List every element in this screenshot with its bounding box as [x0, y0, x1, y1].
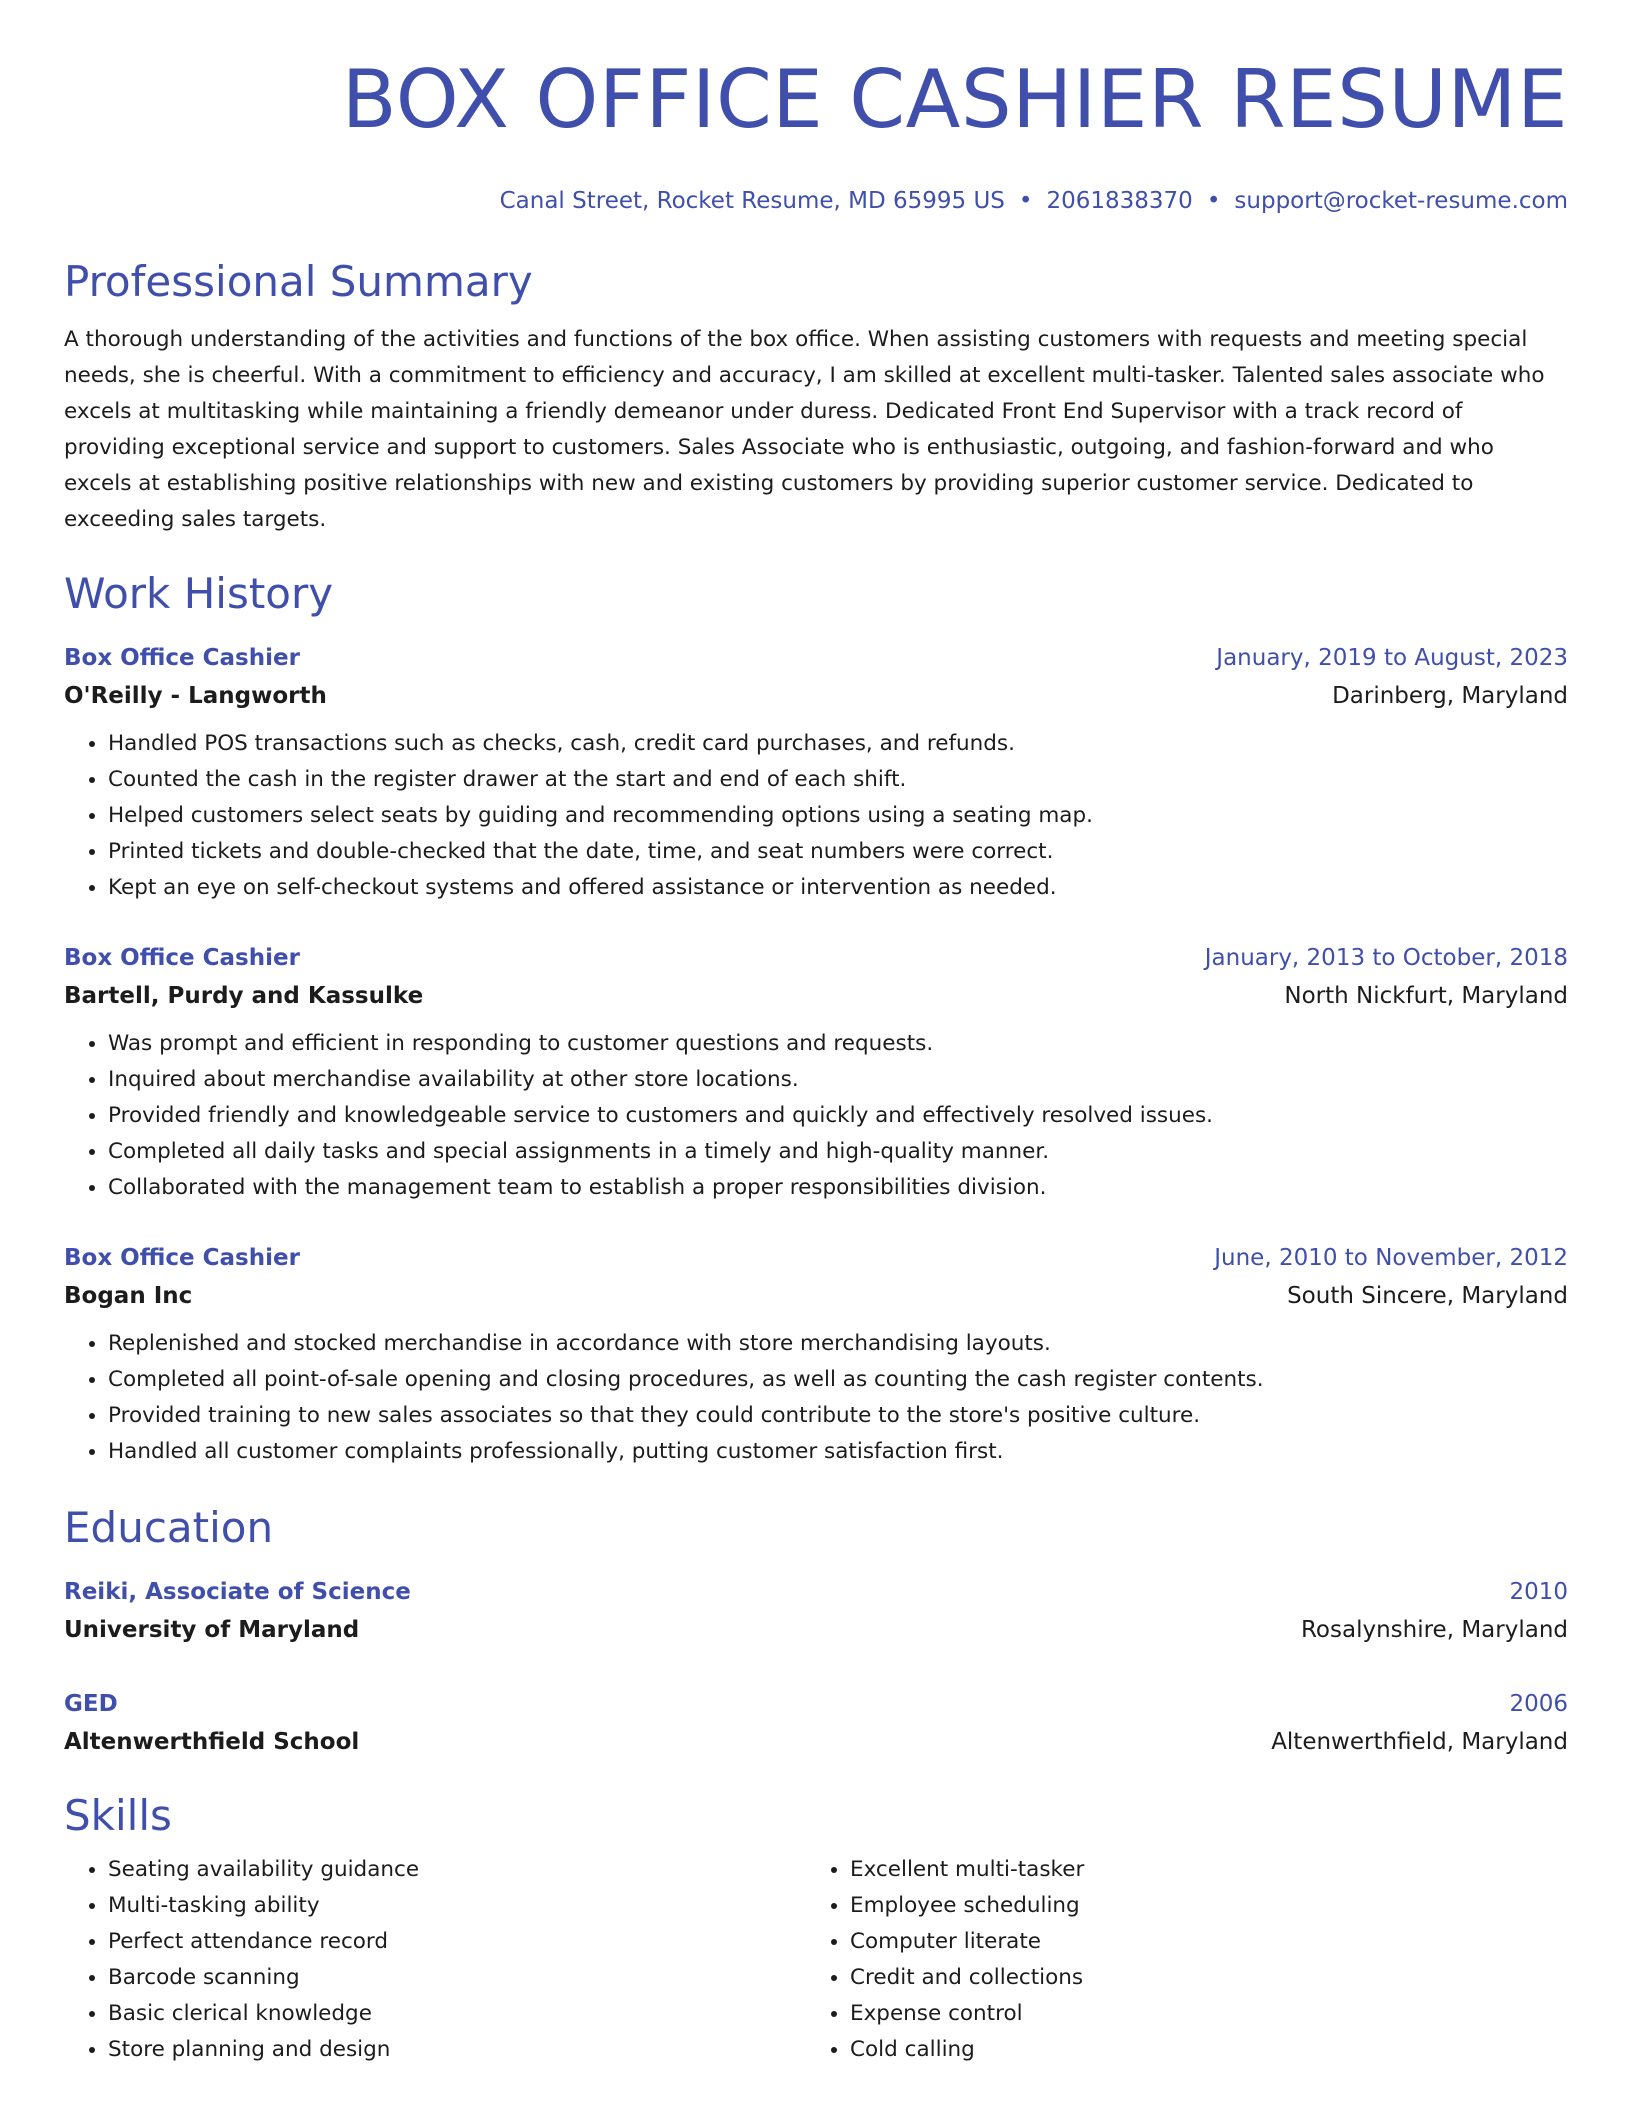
education-school: Altenwerthfield School — [64, 1729, 360, 1755]
job-bullets — [64, 1326, 1568, 1470]
section-title-work: Work History — [64, 569, 334, 618]
contact-phone: 2061838370 — [1046, 188, 1193, 214]
job-bullet: • Helped customers select seats by guiding and recommending options using a seating map. — [108, 798, 1568, 834]
job-date: January, 2019 to August, 2023 — [1216, 645, 1568, 671]
job-date: June, 2010 to November, 2012 — [1214, 1245, 1568, 1271]
skill-item: • Barcode scanning — [108, 1960, 806, 1996]
skill-item: • Basic clerical knowledge — [108, 1996, 806, 2032]
job-title: Box Office Cashier — [64, 645, 300, 671]
education-location: Rosalynshire, Maryland — [1300, 1617, 1568, 1643]
education-entry — [64, 1686, 1568, 1762]
job-company: Bogan Inc — [64, 1283, 193, 1309]
skill-item: • Employee scheduling — [850, 1888, 1548, 1924]
resume-title: BOX OFFICE CASHIER RESUME — [341, 53, 1568, 146]
skill-item: • Seating availability guidance — [108, 1852, 806, 1888]
contact-line — [64, 186, 1568, 216]
summary-text: A thorough understanding of the activities and functions of the box office. When assisting customers with requests and meeting special needs, she is cheerful. With a commitment to efficiency and accuracy, I am skilled at excellent multi-tasker. Talented sales associate who excels at multitasking while maintaining a friendly demeanor under duress. Dedicated Front End Supervisor with a track record of providing exceptional service and support to customers. Sales Associate who is enthusiastic, outgoing, and fashion-forward and who excels at establishing positive relationships with new and existing customers by providing superior customer service. Dedicated to exceeding sales targets. — [64, 327, 1545, 532]
education-location: Altenwerthfield, Maryland — [1271, 1729, 1568, 1755]
job-company: O'Reilly - Langworth — [64, 683, 327, 709]
job-bullets — [64, 726, 1568, 906]
skill-item: • Computer literate — [850, 1924, 1548, 1960]
contact-address: Canal Street, Rocket Resume, MD 65995 US — [499, 188, 1005, 214]
job-bullet: • Kept an eye on self-checkout systems and offered assistance or intervention as needed. — [108, 870, 1568, 906]
skills-list — [64, 1852, 1568, 2068]
skills-column-left — [64, 1852, 806, 2068]
skill-item: • Cold calling — [850, 2032, 1548, 2068]
contact-separator: • — [1018, 188, 1033, 214]
contact-separator: • — [1206, 188, 1221, 214]
job-title: Box Office Cashier — [64, 945, 300, 971]
section-title-summary: Professional Summary — [64, 257, 533, 306]
job-bullet: • Replenished and stocked merchandise in accordance with store merchandising layouts. — [108, 1326, 1568, 1362]
job-bullet: • Counted the cash in the register drawer at the start and end of each shift. — [108, 762, 1568, 798]
job-bullet: • Inquired about merchandise availability at other store locations. — [108, 1062, 1568, 1098]
job-entry — [64, 940, 1568, 1206]
contact-email: support@rocket-resume.com — [1234, 188, 1568, 214]
job-location: Darinberg, Maryland — [1332, 683, 1568, 709]
job-bullet: • Collaborated with the management team to establish a proper responsibilities division. — [108, 1170, 1568, 1206]
job-bullet: • Was prompt and efficient in responding to customer questions and requests. — [108, 1026, 1568, 1062]
education-year: 2006 — [1509, 1691, 1568, 1717]
skill-item: • Excellent multi-tasker — [850, 1852, 1548, 1888]
job-location: North Nickfurt, Maryland — [1284, 983, 1568, 1009]
skill-item: • Multi-tasking ability — [108, 1888, 806, 1924]
job-location: South Sincere, Maryland — [1287, 1283, 1568, 1309]
job-title: Box Office Cashier — [64, 1245, 300, 1271]
job-date: January, 2013 to October, 2018 — [1204, 945, 1568, 971]
education-degree: Reiki, Associate of Science — [64, 1579, 411, 1605]
education-year: 2010 — [1509, 1579, 1568, 1605]
skill-item: • Store planning and design — [108, 2032, 806, 2068]
job-bullet: • Handled all customer complaints professionally, putting customer satisfaction first. — [108, 1434, 1568, 1470]
job-bullet: • Completed all point-of-sale opening and closing procedures, as well as counting the cash register contents. — [108, 1362, 1568, 1398]
section-title-education: Education — [64, 1503, 274, 1552]
skill-item: • Expense control — [850, 1996, 1548, 2032]
skill-item: • Credit and collections — [850, 1960, 1548, 1996]
job-bullet: • Handled POS transactions such as checks, cash, credit card purchases, and refunds. — [108, 726, 1568, 762]
job-bullets — [64, 1026, 1568, 1206]
education-degree: GED — [64, 1691, 118, 1717]
job-bullet: • Completed all daily tasks and special assignments in a timely and high-quality manner. — [108, 1134, 1568, 1170]
job-entry — [64, 1240, 1568, 1470]
job-bullet: • Provided training to new sales associates so that they could contribute to the store's positive culture. — [108, 1398, 1568, 1434]
job-bullet: • Provided friendly and knowledgeable service to customers and quickly and effectively resolved issues. — [108, 1098, 1568, 1134]
section-title-skills: Skills — [64, 1791, 172, 1840]
job-company: Bartell, Purdy and Kassulke — [64, 983, 424, 1009]
job-bullet: • Printed tickets and double-checked that the date, time, and seat numbers were correct. — [108, 834, 1568, 870]
job-entry — [64, 640, 1568, 906]
skills-column-right — [806, 1852, 1548, 2068]
education-entry — [64, 1574, 1568, 1650]
skill-item: • Perfect attendance record — [108, 1924, 806, 1960]
education-school: University of Maryland — [64, 1617, 360, 1643]
